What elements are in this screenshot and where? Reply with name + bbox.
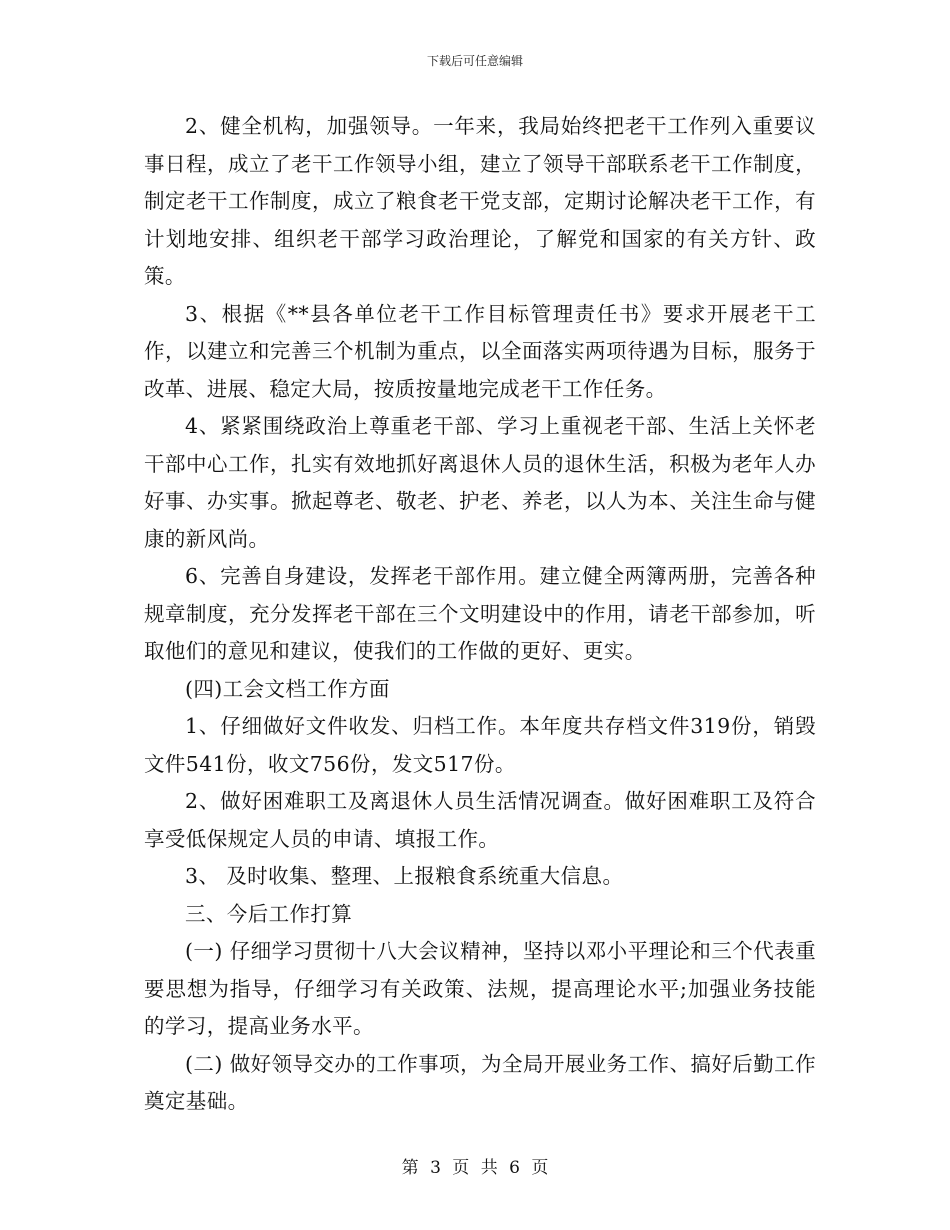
document-body	[144, 108, 816, 1121]
section-heading-future-plans: 三、今后工作打算	[185, 901, 353, 926]
paragraph-survey: 2、做好困难职工及离退休人员生活情况调查。做好困难职工及符合享受低保规定人员的申请、填报工作。	[144, 789, 816, 851]
paragraph-2-leadership: 2、健全机构，加强领导。一年来，我局始终把老干工作列入重要议事日程，成立了老干工作领导小组，建立了领导干部联系老干工作制度，制定老干工作制度，成立了粮食老干党支部，定期讨论解决老干工作，有计划地安排、组织老干部学习政治理论，了解党和国家的有关方针、政策。	[144, 114, 816, 288]
paragraph-archive-stats: 1、仔细做好文件收发、归档工作。本年度共存档文件319份，销毁文件541份，收文756份，发文517份。	[144, 714, 816, 776]
section-heading-union-archives: (四)工会文档工作方面	[185, 676, 390, 701]
paragraph-4-care: 4、紧紧围绕政治上尊重老干部、学习上重视老干部、生活上关怀老干部中心工作，扎实有效地抓好离退休人员的退休生活，积极为老年人办好事、办实事。掀起尊老、敬老、护老、养老，以人为本、关注生命与健康的新风尚。	[144, 414, 816, 551]
paragraph-6-self-building: 6、完善自身建设，发挥老干部作用。建立健全两簿两册，完善各种规章制度，充分发挥老干部在三个文明建设中的作用，请老干部参加，听取他们的意见和建议，使我们的工作做的更好、更实。	[144, 564, 816, 663]
paragraph-information: 3、 及时收集、整理、上报粮食系统重大信息。	[185, 864, 624, 888]
paragraph-3-responsibility: 3、根据《**县各单位老干工作目标管理责任书》要求开展老干工作，以建立和完善三个机制为重点，以全面落实两项待遇为目标，服务于改革、进展、稳定大局，按质按量地完成老干工作任务。	[144, 301, 816, 401]
page-number-footer: 第 3 页 共 6 页	[401, 1158, 549, 1178]
paragraph-plan-tasks: (二) 做好领导交办的工作事项，为全局开展业务工作、搞好后勤工作奠定基础。	[144, 1051, 816, 1113]
page-header: 下载后可任意编辑	[426, 54, 523, 68]
paragraph-plan-study: (一) 仔细学习贯彻十八大会议精神，坚持以邓小平理论和三个代表重要思想为指导，仔细学习有关政策、法规，提高理论水平;加强业务技能的学习，提高业务水平。	[144, 939, 816, 1038]
